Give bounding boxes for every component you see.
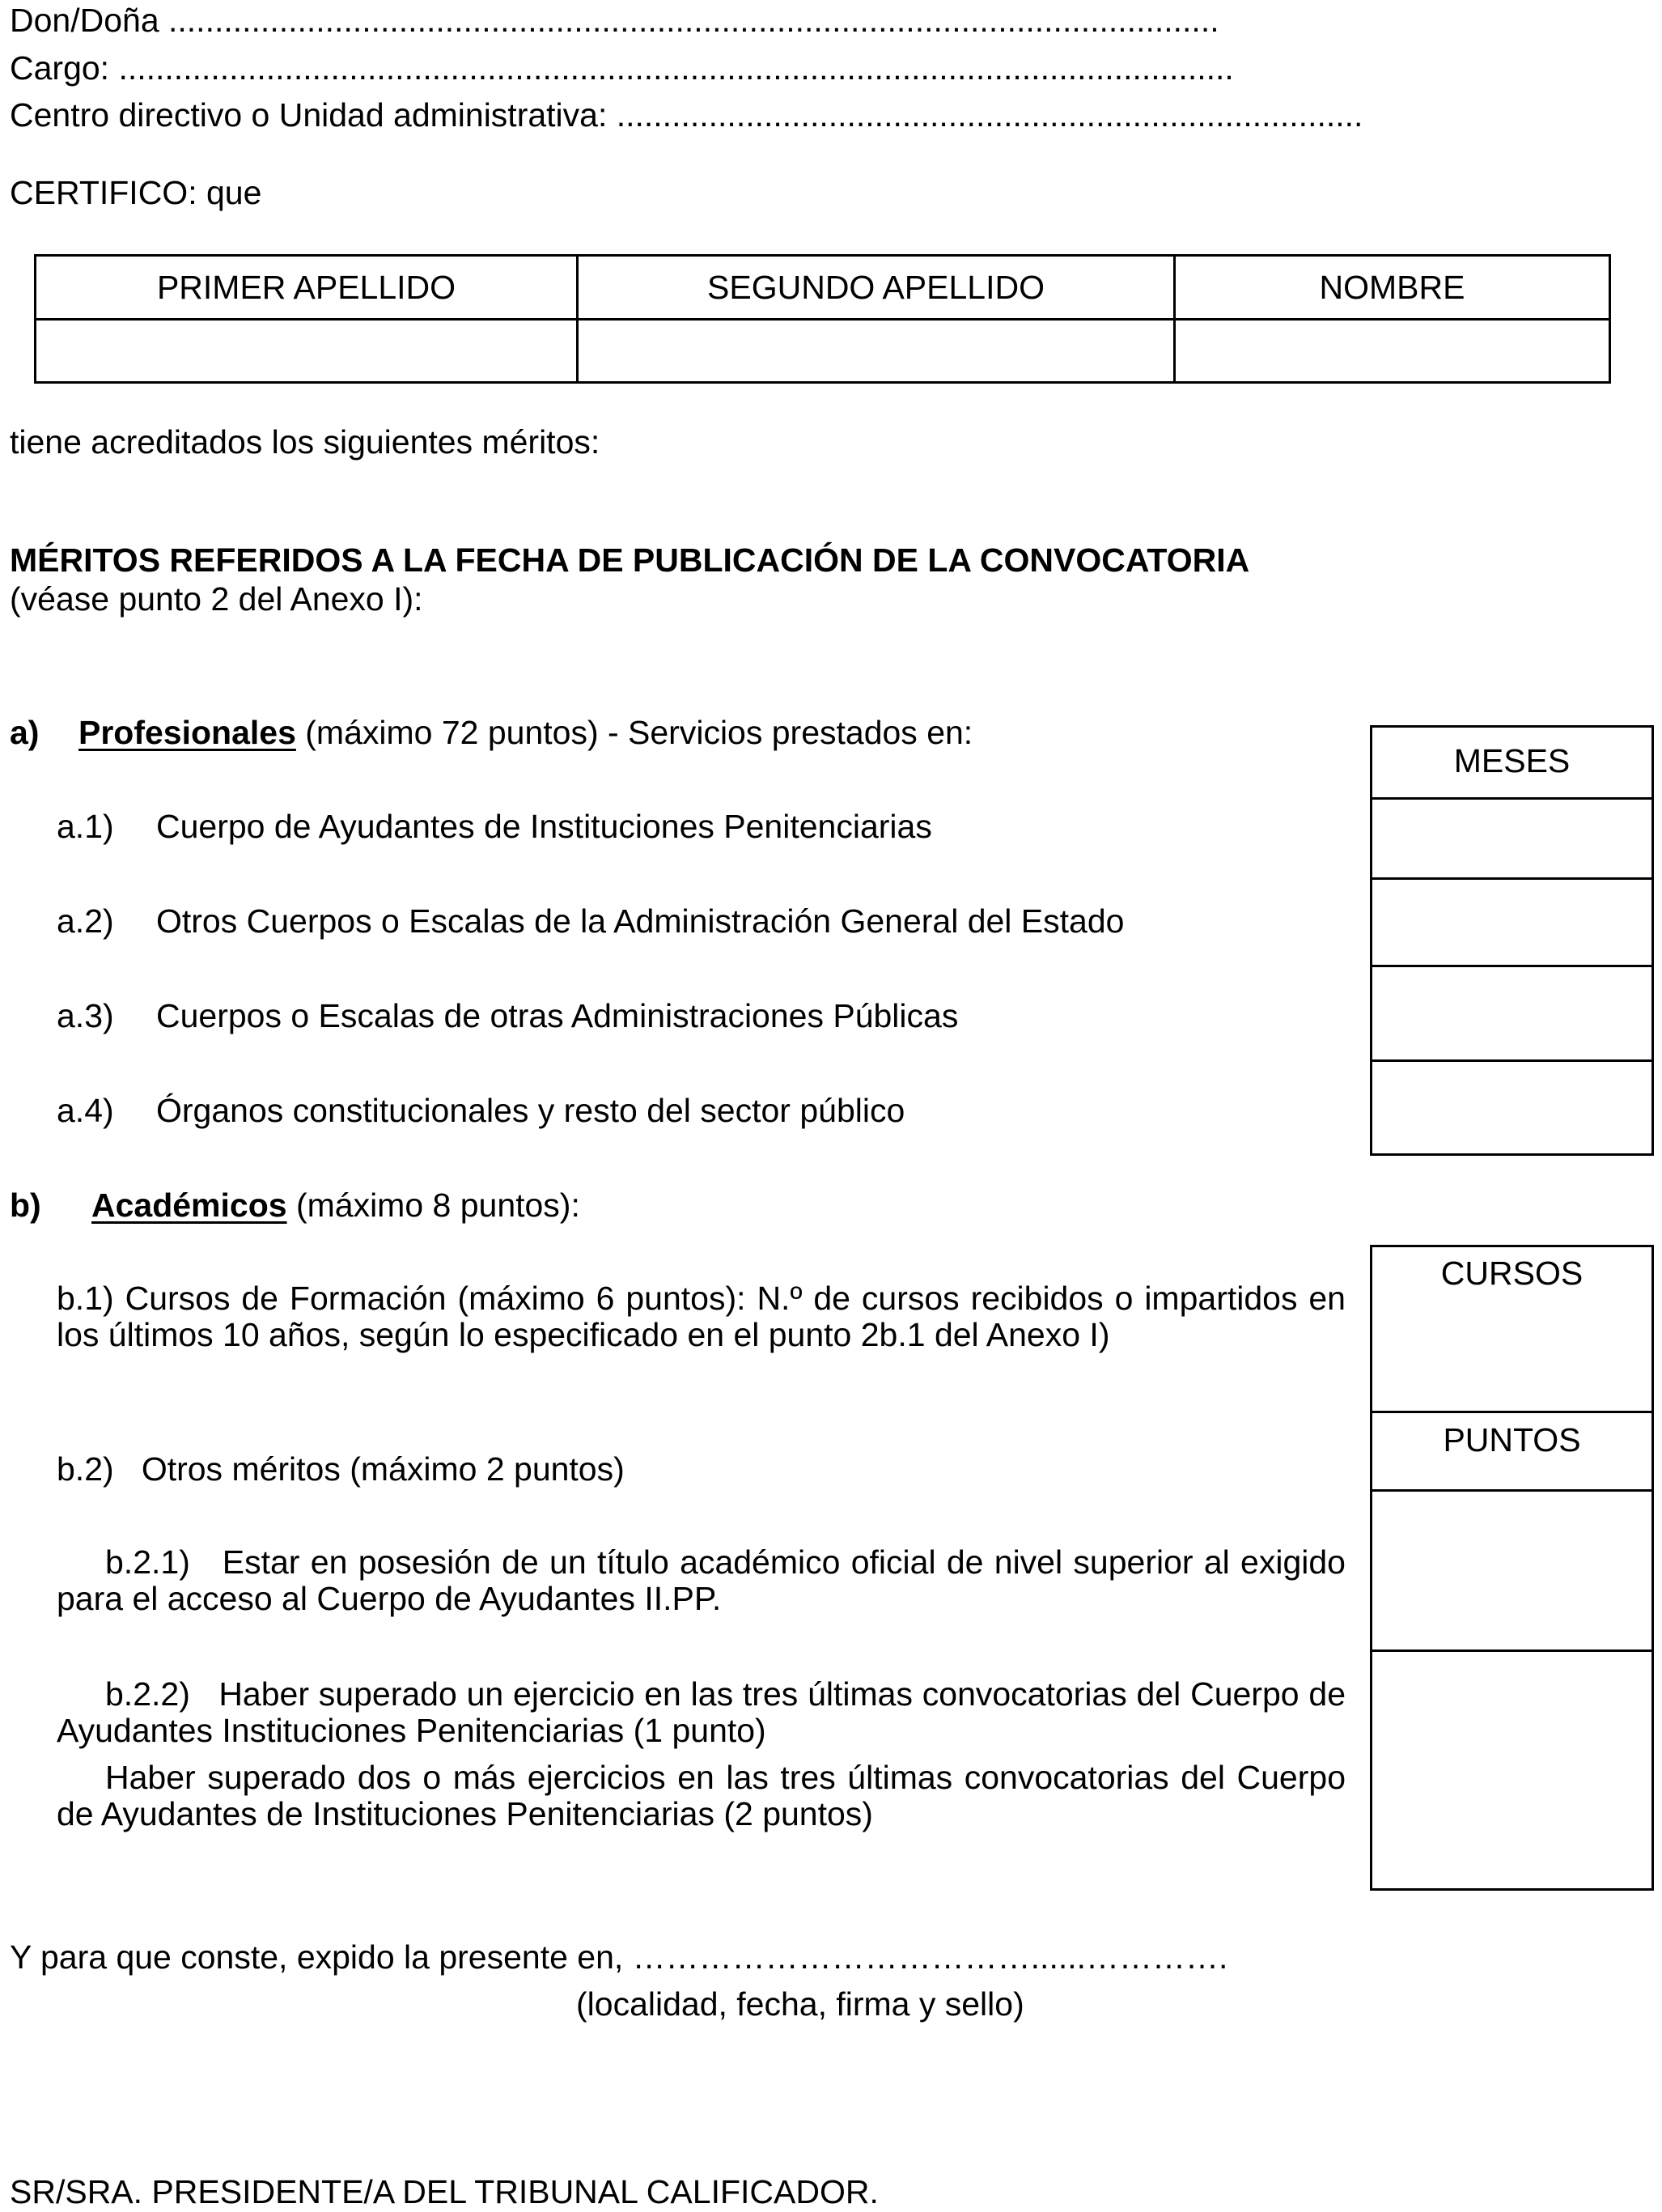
cursos-divider (1370, 1411, 1654, 1413)
cursos-label: CURSOS (1440, 1255, 1584, 1292)
item-a4-num: a.4) (57, 1092, 114, 1129)
cell-segundo-apellido[interactable] (578, 320, 1175, 383)
section-b-title: Académicos (91, 1187, 287, 1224)
header-primer-apellido: PRIMER APELLIDO (36, 256, 578, 320)
item-a4-text: Órganos constitucionales y resto del sector público (156, 1092, 905, 1129)
meses-divider (1370, 965, 1654, 967)
item-b22-text: b.2.2) Haber superado un ejercicio en las tres últimas convocatorias del Cuerpo de Ayudantes Instituciones Penitenciarias (1 punto) (57, 1675, 1354, 1749)
section-b-rest: (máximo 8 puntos): (286, 1187, 580, 1224)
cell-primer-apellido[interactable] (36, 320, 578, 383)
section-b-heading (91, 1187, 580, 1224)
item-b22b-text: Haber superado dos o más ejercicios en las tres últimas convocatorias del Cuerpo de Ayudantes de Instituciones Penitenciarias (2 puntos) (57, 1759, 1346, 1832)
header-segundo-apellido: SEGUNDO APELLIDO (578, 256, 1175, 320)
cargo-line: Cargo: ......................................................................................................................... (10, 49, 1234, 87)
item-a3-num: a.3) (57, 997, 114, 1034)
meses-box (1370, 725, 1654, 1156)
merits-title: MÉRITOS REFERIDOS A LA FECHA DE PUBLICACIÓN DE LA CONVOCATORIA (10, 541, 1250, 579)
puntos-divider (1370, 1649, 1654, 1652)
item-b2-text: b.2) Otros méritos (máximo 2 puntos) (57, 1450, 625, 1488)
don-dona-line: Don/Doña .................................................................................................................. (10, 2, 1219, 39)
section-a-heading (78, 714, 973, 751)
section-b-letter: b) (10, 1187, 41, 1224)
meses-label: MESES (1453, 742, 1571, 779)
item-b1-text: b.1) Cursos de Formación (máximo 6 puntos): N.º de cursos recibidos o impartidos en los últimos 10 años, según lo especificado en el punto 2b.1 del Anexo I) (57, 1280, 1346, 1353)
item-a3-text: Cuerpos o Escalas de otras Administraciones Públicas (156, 997, 959, 1034)
puntos-label: PUNTOS (1443, 1421, 1581, 1458)
merits-subtitle: (véase punto 2 del Anexo I): (10, 580, 423, 618)
section-a-letter: a) (10, 714, 40, 751)
meses-divider (1370, 877, 1654, 880)
certifico-label: CERTIFICO: que (10, 174, 262, 211)
meses-divider (1370, 1059, 1654, 1062)
item-a2-text: Otros Cuerpos o Escalas de la Administración General del Estado (156, 902, 1125, 940)
puntos-divider (1370, 1489, 1654, 1492)
centro-directivo-line: Centro directivo o Unidad administrativa: ................................................................................. (10, 96, 1363, 134)
cell-nombre[interactable] (1175, 320, 1610, 383)
item-a2-num: a.2) (57, 902, 114, 940)
names-table (34, 254, 1611, 384)
item-b21-text: b.2.1) Estar en posesión de un título académico oficial de nivel superior al exigido para el acceso al Cuerpo de Ayudantes II.PP. (57, 1543, 1355, 1617)
meses-divider (1370, 797, 1654, 800)
footer-text: SR/SRA. PRESIDENTE/A DEL TRIBUNAL CALIFICADOR. (10, 2173, 879, 2210)
intro-text: tiene acreditados los siguientes méritos: (10, 423, 600, 461)
closing-text: Y para que conste, expido la presente en, ………………………………......…………. (10, 1938, 1228, 1976)
section-a-title: Profesionales (78, 714, 296, 751)
cursos-puntos-box (1370, 1245, 1654, 1891)
closing-subtext: (localidad, fecha, firma y sello) (576, 1985, 1024, 2023)
header-nombre: NOMBRE (1175, 256, 1610, 320)
section-a-rest: (máximo 72 puntos) - Servicios prestados en: (295, 714, 973, 751)
item-a1-text: Cuerpo de Ayudantes de Instituciones Penitenciarias (156, 808, 932, 845)
item-a1-num: a.1) (57, 808, 114, 845)
